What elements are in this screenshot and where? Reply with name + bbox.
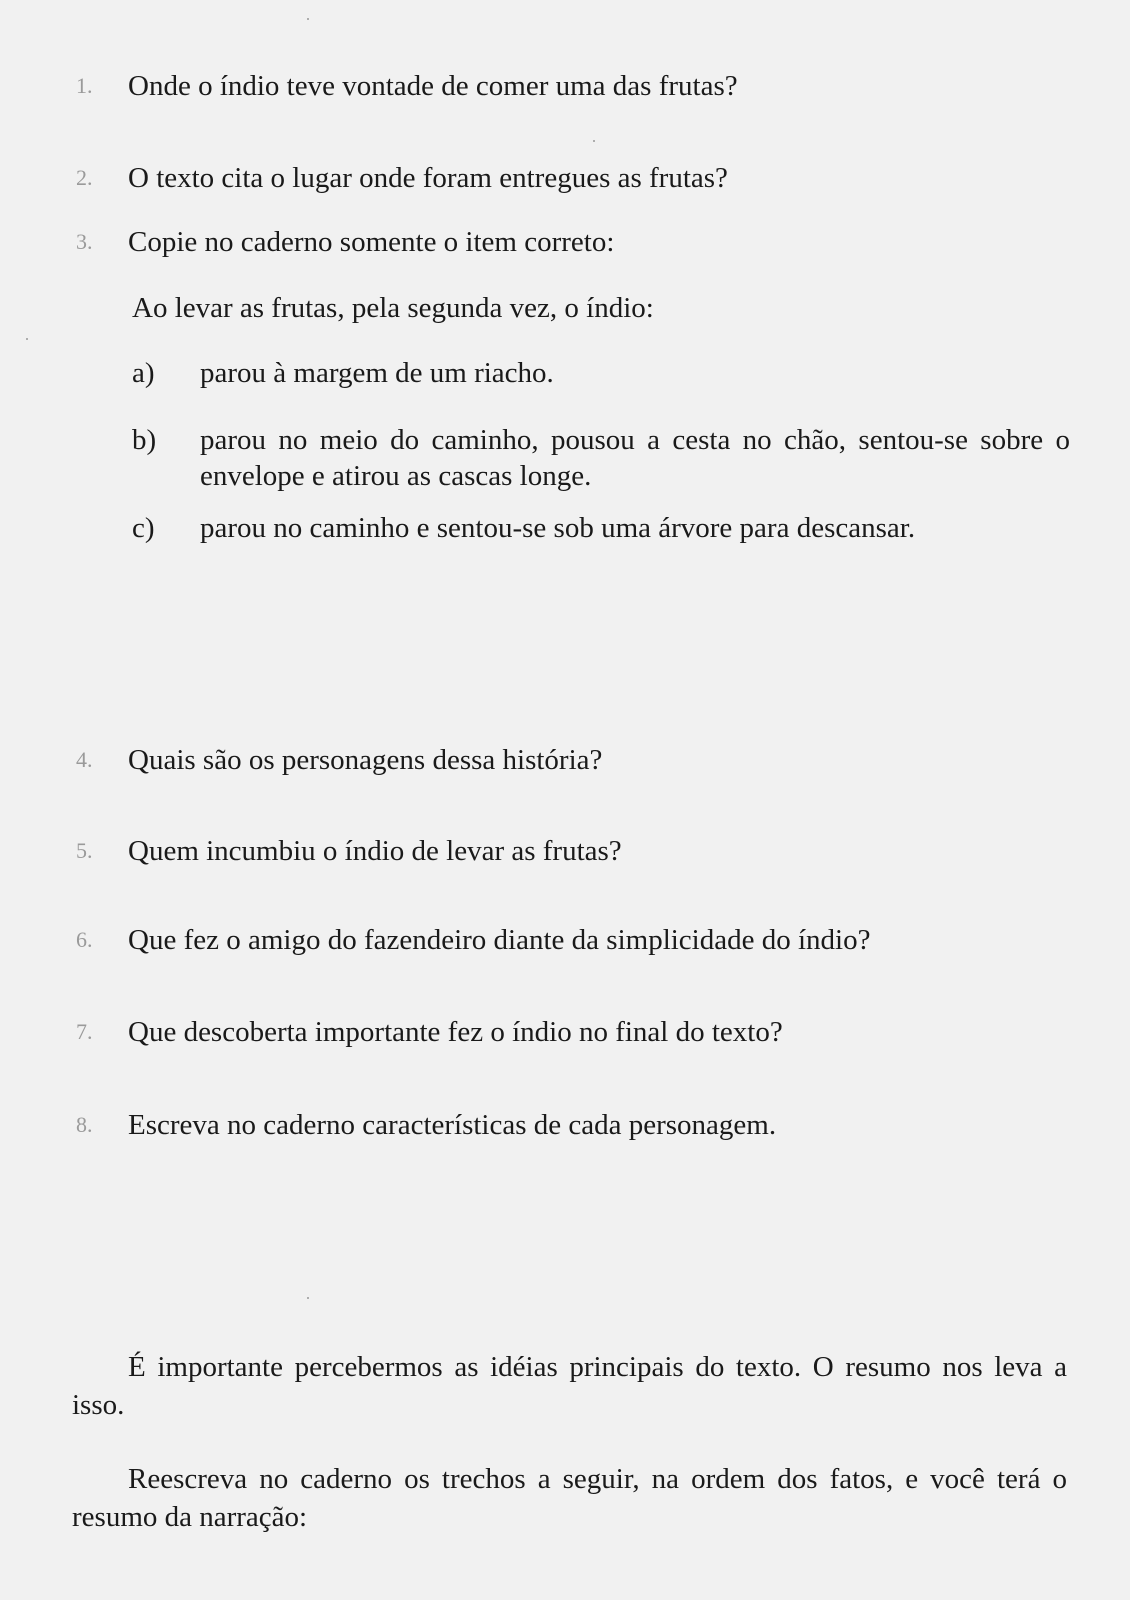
question-text: Escreva no caderno características de cada personagem. <box>128 1109 777 1141</box>
question-text: Quais são os personagens dessa história? <box>128 744 603 776</box>
paragraph-intro: É importante percebermos as idéias principais do texto. O resumo nos leva a isso. <box>72 1351 1067 1421</box>
option-letter: a) <box>132 357 155 389</box>
question-text: Quem incumbiu o índio de levar as frutas? <box>128 835 622 867</box>
question-number: 7. <box>76 1019 93 1044</box>
question-text: Onde o índio teve vontade de comer uma das frutas? <box>128 70 738 102</box>
scan-speck <box>26 338 28 340</box>
option-letter: c) <box>132 512 155 544</box>
question-text: Que fez o amigo do fazendeiro diante da simplicidade do índio? <box>128 924 871 956</box>
option-text: parou no meio do caminho, pousou a cesta no chão, sentou-se sobre o envelope e atirou as cascas longe. <box>200 424 1070 492</box>
question-number: 8. <box>76 1112 93 1137</box>
question-text: Copie no caderno somente o item correto: <box>128 226 615 258</box>
scan-speck <box>307 1297 309 1299</box>
question-number: 6. <box>76 927 93 952</box>
question-number: 4. <box>76 747 93 772</box>
paragraph-instruction: Reescreva no caderno os trechos a seguir, na ordem dos fatos, e você terá o resumo da narração: <box>72 1463 1067 1533</box>
question-text: O texto cita o lugar onde foram entregues as frutas? <box>128 162 728 194</box>
option-text: parou no caminho e sentou-se sob uma árvore para descansar. <box>200 512 916 544</box>
question-number: 5. <box>76 838 93 863</box>
option-text: parou à margem de um riacho. <box>200 357 554 389</box>
option-letter: b) <box>132 424 157 456</box>
prompt-text: Ao levar as frutas, pela segunda vez, o índio: <box>132 292 654 324</box>
question-number: 3. <box>76 229 93 254</box>
scan-speck <box>593 140 595 142</box>
scan-speck <box>307 18 309 20</box>
question-number: 2. <box>76 165 93 190</box>
question-text: Que descoberta importante fez o índio no final do texto? <box>128 1016 783 1048</box>
question-number: 1. <box>76 73 93 98</box>
